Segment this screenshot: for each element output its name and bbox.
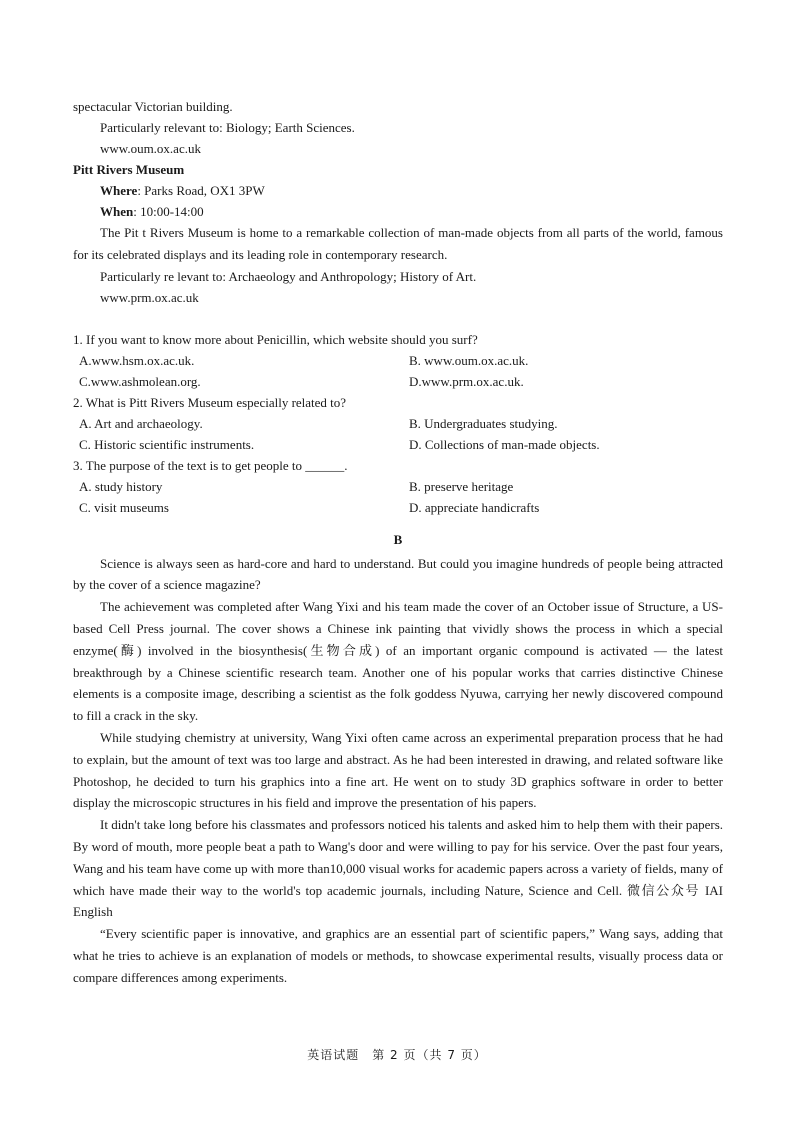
option-a: A. Art and archaeology.	[79, 415, 203, 431]
question-stem: 1. If you want to know more about Penicillin, which website should you surf?	[73, 331, 478, 347]
pitt-where	[73, 180, 723, 201]
option-b: B. preserve heritage	[409, 478, 514, 494]
section-b-paragraph: Science is always seen as hard-core and hard to understand. But could you imagine hundreds of people being attracted by the cover of a science magazine?	[73, 555, 723, 593]
option-b: B. www.oum.ox.ac.uk.	[409, 352, 529, 368]
page-footer: 英语试题 第 2 页（共 7 页）	[307, 1048, 487, 1062]
question-options	[73, 476, 723, 518]
pitt-website: www.prm.ox.ac.uk	[100, 289, 199, 305]
when-value: : 10:00-14:00	[133, 204, 204, 219]
where-value: : Parks Road, OX1 3PW	[137, 183, 265, 198]
option-d: D. appreciate handicrafts	[409, 499, 540, 515]
question-3	[73, 455, 723, 518]
where-label: Where	[100, 183, 138, 198]
option-c: C.www.ashmolean.org.	[79, 373, 201, 389]
option-d: D.www.prm.ox.ac.uk.	[409, 373, 524, 389]
question-stem: 3. The purpose of the text is to get people to ______.	[73, 457, 348, 473]
section-b-paragraph: While studying chemistry at university, Wang Yixi often came across an experimental preparation process that he had to explain, but the amount of text was too large and abstract. As he had been interested in drawing, and related software like Photoshop, he decided to turn his graphics into a fine art. He went on to study 3D graphics software in order to better display the microscopic structures in his field and improve the presentation of his papers.	[73, 729, 723, 811]
option-c: C. visit museums	[79, 499, 169, 515]
relevant-subjects: Particularly relevant to: Biology; Earth Sciences.	[100, 120, 355, 135]
pitt-description: The Pit t Rivers Museum is home to a remarkable collection of man-made objects from all parts of the world, famous for its celebrated displays and its leading role in contemporary research.	[73, 225, 723, 262]
option-a: A. study history	[79, 478, 163, 494]
section-b-paragraph: “Every scientific paper is innovative, and graphics are an essential part of scientific papers,” Wang says, adding that what he tries to achieve is an explanation of models or methods, to showcase experimental results, visually process data or compare differences among experiments.	[73, 926, 723, 985]
section-b-paragraph: The achievement was completed after Wang Yixi and his team made the cover of an October issue of Structure, a US-based Cell Press journal. The cover shows a Chinese ink painting that vividly shows the process in which a special enzyme(酶) involved in the biosynthesis(生物合成) of an important organic compound is activated — the latest breakthrough by a Chinese scientific research team. Another one of his popular works that carries distinctive Chinese elements is a composite image, describing a scientist as the folk goddess Nyuwa, carrying her newly discovered compound to fill a crack in the sky.	[73, 599, 723, 724]
option-d: D. Collections of man-made objects.	[409, 436, 600, 452]
option-c: C. Historic scientific instruments.	[79, 436, 255, 452]
option-b: B. Undergraduates studying.	[409, 415, 558, 431]
question-options	[73, 413, 723, 455]
document-page	[73, 96, 723, 989]
pitt-when	[73, 201, 723, 222]
question-stem: 2. What is Pitt Rivers Museum especially related to?	[73, 394, 347, 410]
question-options	[73, 350, 723, 392]
section-b-paragraph: It didn't take long before his classmates and professors noticed his talents and asked him to help them with their papers. By word of mouth, more people beat a path to Wang's door and were willing to pay for his service. Over the past four years, Wang and his team have come up with more than10,000 visual works for academic papers across a variety of fields, many of which have made their way to the world's top academic journals, including Nature, Science and Cell. 微信公众号 IAI English	[73, 817, 723, 920]
pitt-rivers-heading: Pitt Rivers Museum	[73, 162, 185, 177]
question-2	[73, 392, 723, 455]
section-b-heading: B	[393, 531, 403, 547]
pitt-relevant: Particularly re levant to: Archaeology and Anthropology; History of Art.	[100, 268, 477, 284]
continued-text: spectacular Victorian building.	[73, 99, 233, 114]
option-a: A.www.hsm.ox.ac.uk.	[79, 352, 195, 368]
museum-website: www.oum.ox.ac.uk	[100, 141, 201, 156]
question-1	[73, 329, 723, 392]
when-label: When	[100, 204, 134, 219]
